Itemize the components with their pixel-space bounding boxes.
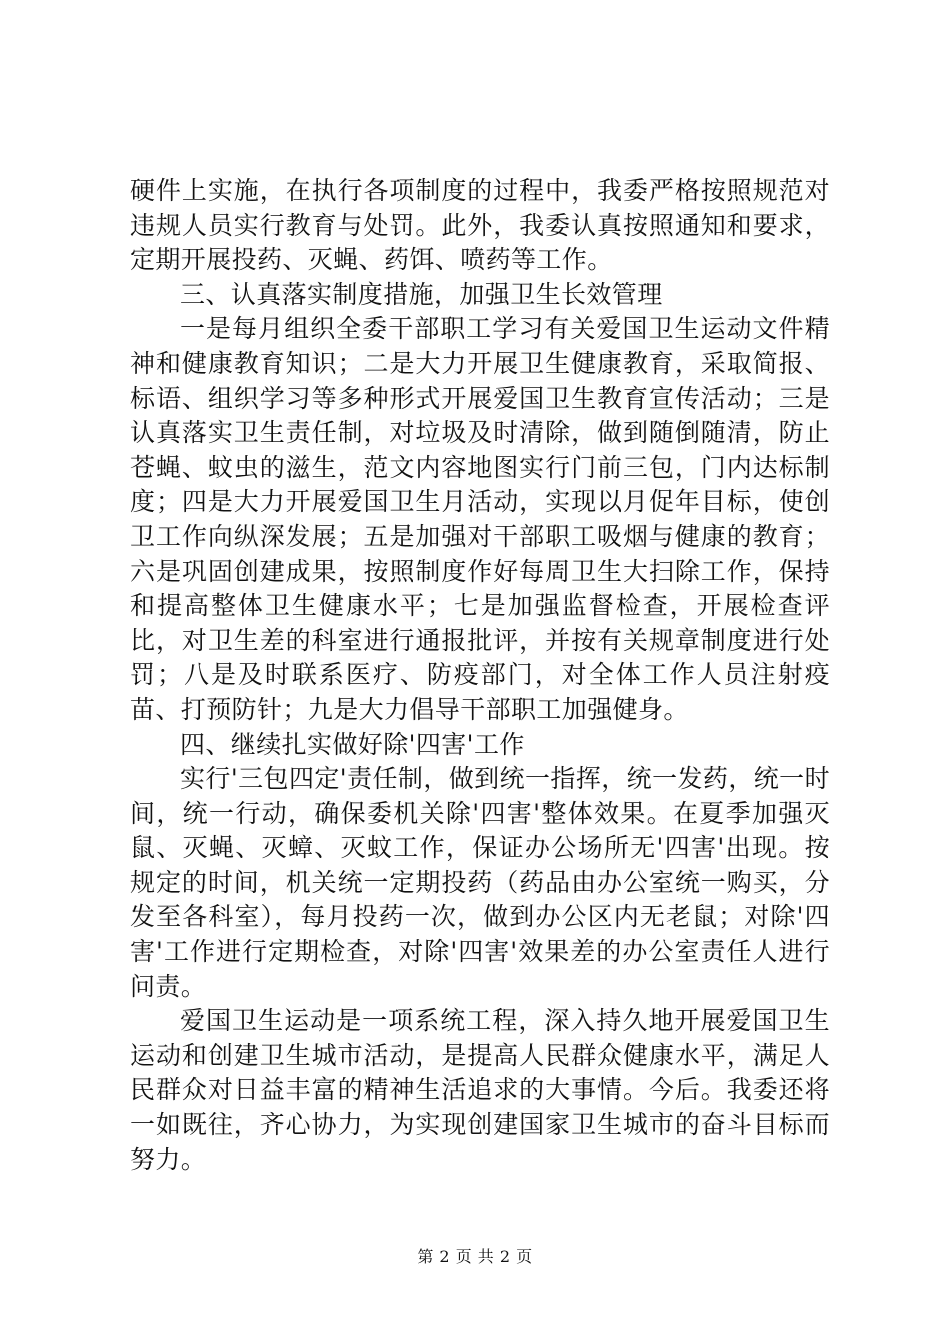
document-body xyxy=(130,174,830,1177)
section-heading-3: 三、认真落实制度措施，加强卫生长效管理 xyxy=(180,279,663,309)
paragraph-conclusion: 爱国卫生运动是一项系统工程，深入持久地开展爱国卫生运动和创建卫生城市活动，是提高人民群众健康水平，满足人民群众对日益丰富的精神生活追求的大事情。今后。我委还将一如既往，齐心协力，为实现创建国家卫生城市的奋斗目标而努力。 xyxy=(130,1006,830,1174)
paragraph-measures: 一是每月组织全委干部职工学习有关爱国卫生运动文件精神和健康教育知识；二是大力开展卫生健康教育，采取简报、标语、组织学习等多种形式开展爱国卫生教育宣传活动；三是认真落实卫生责任制，对垃圾及时清除，做到随倒随清，防止苍蝇、蚊虫的滋生，范文内容地图实行门前三包，门内达标制度；四是大力开展爱国卫生月活动，实现以月促年目标，使创卫工作向纵深发展；五是加强对干部职工吸烟与健康的教育；六是巩固创建成果，按照制度作好每周卫生大扫除工作，保持和提高整体卫生健康水平；七是加强监督检查，开展检查评比，对卫生差的科室进行通报批评，并按有关规章制度进行处罚；八是及时联系医疗、防疫部门，对全体工作人员注射疫苗、打预防针；九是大力倡导干部职工加强健身。 xyxy=(130,314,830,724)
paragraph-four-pests: 实行'三包四定'责任制，做到统一指挥，统一发药，统一时间，统一行动，确保委机关除'四害'整体效果。在夏季加强灭鼠、灭蝇、灭蟑、灭蚊工作，保证办公场所无'四害'出现。按规定的时间，机关统一定期投药（药品由办公室统一购买，分发至各科室），每月投药一次，做到办公区内无老鼠；对除'四害'工作进行定期检查，对除'四害'效果差的办公室责任人进行问责。 xyxy=(130,764,830,1001)
paragraph-continuation: 硬件上实施，在执行各项制度的过程中，我委严格按照规范对违规人员实行教育与处罚。此外，我委认真按照通知和要求，定期开展投药、灭蝇、药饵、喷药等工作。 xyxy=(130,176,830,275)
page-number-footer: 第 2 页 共 2 页 xyxy=(417,1247,533,1266)
section-heading-4: 四、继续扎实做好除'四害'工作 xyxy=(180,729,525,759)
